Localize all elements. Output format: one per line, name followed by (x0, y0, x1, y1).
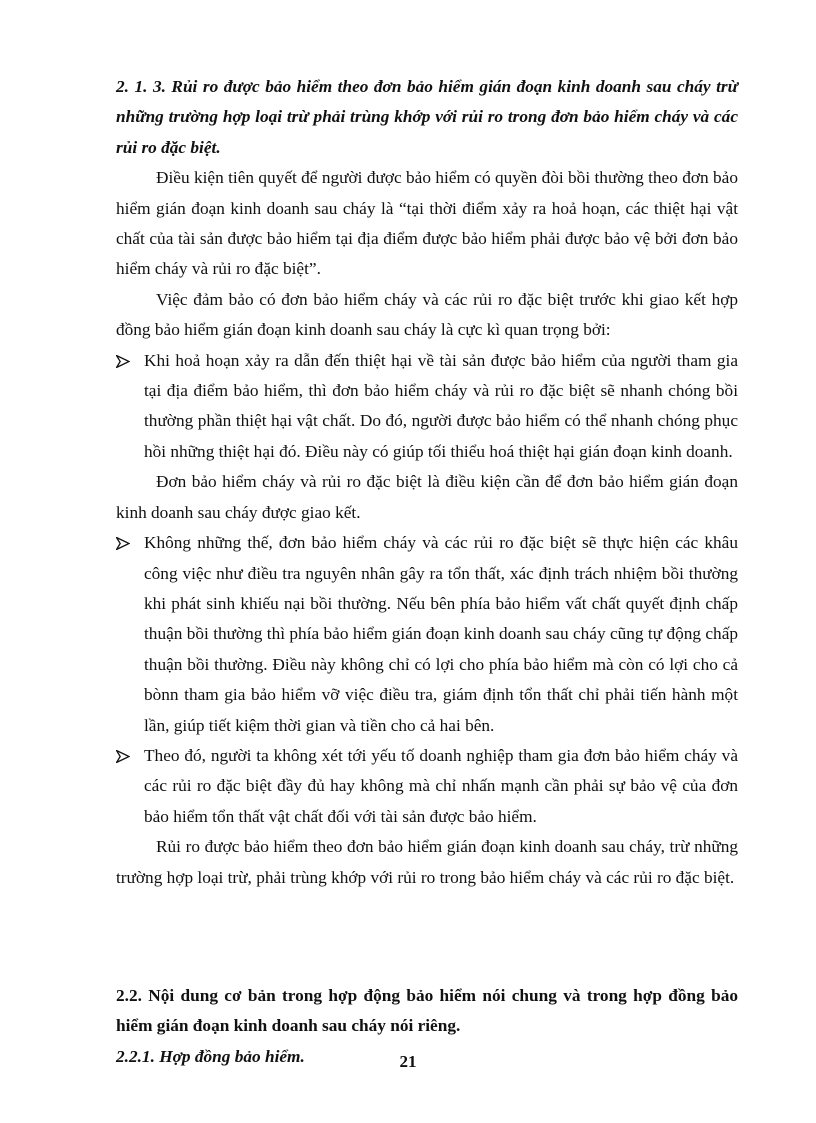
bullet-text: Không những thế, đơn bảo hiểm cháy và các rủi ro đặc biệt sẽ thực hiện các khâu công việc như điều tra nguyên nhân gây ra tổn thất, xác định trách nhiệm bồi thường khi phát sinh khiếu nại bồi thường. Nếu bên phía bảo hiểm vất chất quyết định chấp thuận bồi thường thì phía bảo hiểm gián đoạn kinh doanh sau cháy cũng tự động chấp thuận bồi thường. Điều này không chỉ có lợi cho phía bảo hiểm mà còn có lợi cho cả bònn tham gia bảo hiểm vỡ việc điều tra, giám định tổn thất chỉ phải tiến hành một lần, giúp tiết kiệm thời gian và tiền cho cả hai bên. (144, 533, 738, 735)
bullet-item-2 (116, 528, 738, 741)
page-body (116, 72, 738, 1072)
section-spacer (116, 893, 738, 981)
section-heading-2-2: 2.2. Nội dung cơ bản trong hợp động bảo hiểm nói chung và trong hợp đồng bảo hiểm gián đoạn kinh doanh sau cháy nói riêng. (116, 985, 738, 1036)
paragraph-importance: Việc đảm bảo có đơn bảo hiểm cháy và các rủi ro đặc biệt trước khi giao kết hợp đồng bảo hiểm gián đoạn kinh doanh sau cháy là cực kì quan trọng bởi: (116, 289, 738, 340)
bullet-text: Khi hoả hoạn xảy ra dẫn đến thiệt hại về tài sản được bảo hiểm của người tham gia tại địa điểm bảo hiểm, thì đơn bảo hiểm cháy và rủi ro đặc biệt sẽ nhanh chóng bồi thường phần thiệt hại vật chất. Do đó, người được bảo hiểm có thể nhanh chóng phục hồi những thiệt hại đó. Điều này có giúp tối thiểu hoá thiệt hại gián đoạn kinh doanh. (144, 350, 738, 461)
arrowhead-bullet-icon (116, 750, 130, 763)
arrowhead-bullet-icon (116, 355, 130, 368)
paragraph-prerequisite: Điều kiện tiên quyết để người được bảo hiểm có quyền đòi bồi thường theo đơn bảo hiểm gián đoạn kinh doanh sau cháy là “tại thời điểm xảy ra hoả hoạn, các thiệt hại vật chất của tài sản được bảo hiểm tại địa điểm được bảo hiểm phải được bảo vệ bởi đơn bảo hiểm cháy và rủi ro đặc biệt”. (116, 168, 738, 279)
section-heading-2-1-3: 2. 1. 3. Rủi ro được bảo hiểm theo đơn bảo hiểm gián đoạn kinh doanh sau cháy trừ những trường hợp loại trừ phải trùng khớp với rủi ro trong đơn bảo hiểm cháy và các rủi ro đặc biệt. (116, 77, 738, 157)
bullet-item-3 (116, 741, 738, 832)
paragraph-necessary-condition: Đơn bảo hiểm cháy và rủi ro đặc biệt là điều kiện cần để đơn bảo hiểm gián đoạn kinh doanh sau cháy được giao kết. (116, 472, 738, 522)
arrowhead-bullet-icon (116, 537, 130, 550)
bullet-item-1 (116, 346, 738, 468)
paragraph-conclusion: Rủi ro được bảo hiểm theo đơn bảo hiểm gián đoạn kinh doanh sau cháy, trừ những trường hợp loại trừ, phải trùng khớp với rủi ro trong bảo hiểm cháy và các rủi ro đặc biệt. (116, 837, 738, 887)
section-heading-2-2-1: 2.2.1. Hợp đồng bảo hiểm. (116, 1046, 305, 1066)
page-number: 21 (399, 1052, 417, 1071)
bullet-text: Theo đó, người ta không xét tới yếu tố doanh nghiệp tham gia đơn bảo hiểm cháy và các rủi ro đặc biệt đầy đủ hay không mà chỉ nhấn mạnh cần phải sự bảo vệ của đơn bảo hiểm tổn thất vật chất đối với tài sản được bảo hiểm. (144, 745, 738, 826)
